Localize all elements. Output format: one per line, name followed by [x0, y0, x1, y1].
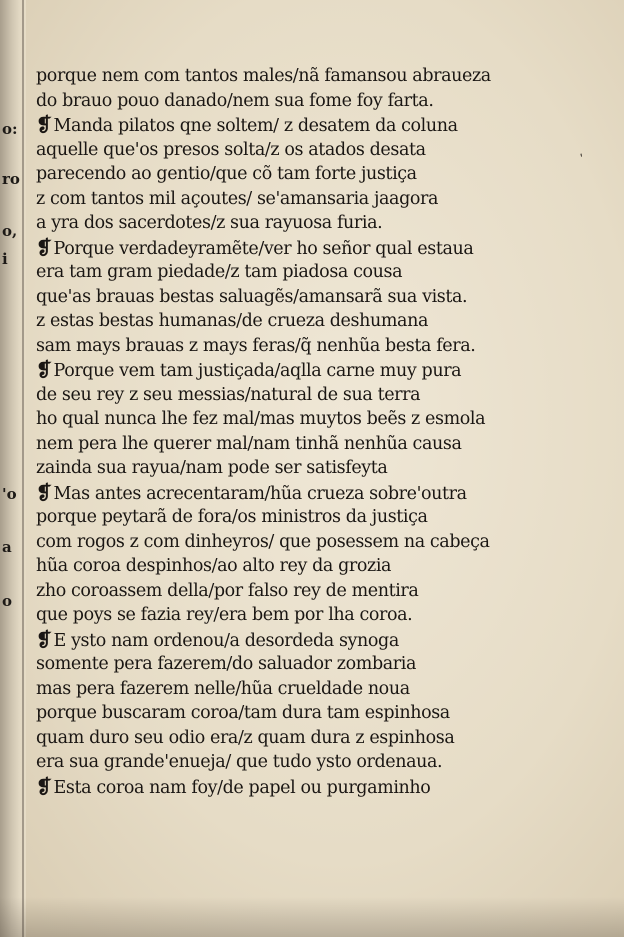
verse-line-text: era sua grande'enueja/ que tudo ysto ordenaua.: [36, 752, 443, 772]
verse-line: [36, 530, 606, 555]
verse-line: [36, 64, 606, 89]
verse-line: [36, 309, 606, 334]
verse-line: [36, 652, 606, 677]
verse-line-text: de seu rey z seu messias/natural de sua terra: [36, 384, 421, 405]
verse-line-text: sam mays brauas z mays feras/q̃ nenhũa besta fera.: [36, 335, 476, 356]
verse-line: [36, 726, 606, 751]
verse-line-text: a yra dos sacerdotes/z sua rayuosa furia.: [36, 213, 383, 233]
margin-mark: 'o: [2, 485, 17, 503]
verse-line: [36, 260, 606, 285]
verse-line-text: do brauo pouo danado/nem sua fome foy farta.: [36, 90, 434, 111]
verse-line: [36, 407, 606, 432]
verse-line: [36, 236, 606, 261]
pilcrow-mark: ❡: [36, 359, 52, 381]
verse-line-text: Porque vem tam justiçada/aqlla carne muy pura: [53, 361, 462, 381]
verse-line-text: que poys se fazia rey/era bem por lha coroa.: [36, 605, 413, 625]
verse-line: [36, 138, 606, 163]
pilcrow-mark: ❡: [36, 775, 52, 798]
verse-line-text: nem pera lhe querer mal/nam tinhã nenhũa causa: [36, 433, 462, 454]
verse-line: [36, 334, 606, 359]
margin-mark: o:: [2, 120, 18, 138]
verse-line-text: mas pera fazerem nelle/hũa crueldade noua: [36, 678, 410, 699]
verse-line: [36, 383, 606, 408]
verse-line: [36, 677, 606, 702]
verse-line: [36, 505, 606, 530]
verse-line-text: porque nem com tantos males/nã famansou abraueza: [36, 66, 491, 86]
margin-mark: a: [2, 538, 12, 556]
stray-ink-mark: ʹ: [578, 151, 587, 167]
verse-line-text: com rogos z com dinheyros/ que posessem na cabeça: [36, 531, 490, 552]
verse-line: [36, 775, 606, 800]
verse-line-text: quam duro seu odio era/z quam dura z espinhosa: [36, 727, 455, 748]
pilcrow-mark: ❡: [36, 481, 52, 504]
pilcrow-mark: ❡: [36, 236, 52, 259]
verse-line-text: porque buscaram coroa/tam dura tam espinhosa: [36, 703, 450, 723]
verse-line: [36, 187, 606, 212]
verse-line: [36, 579, 606, 604]
verse-line-text: ho qual nunca lhe fez mal/mas muytos beẽs z esmola: [36, 409, 486, 429]
verse-line: [36, 456, 606, 481]
gutter-fold-line: [22, 0, 24, 937]
verse-line: [36, 554, 606, 579]
pilcrow-mark: ❡: [36, 628, 52, 651]
verse-line-text: hũa coroa despinhos/ao alto rey da grozia: [36, 556, 392, 576]
verse-line: [36, 113, 606, 138]
verse-line-text: porque peytarã de fora/os ministros da justiça: [36, 507, 428, 527]
verse-line: [36, 603, 606, 628]
verse-line-text: parecendo ao gentio/que cõ tam forte justiça: [36, 164, 417, 184]
margin-mark: o: [2, 592, 13, 610]
verse-line: [36, 211, 606, 236]
verse-line-text: era tam gram piedade/z tam piadosa cousa: [36, 262, 403, 282]
verse-line-text: Porque verdadeyramẽte/ver ho señor qual estaua: [53, 238, 474, 259]
verse-line: [36, 285, 606, 310]
verse-line: [36, 701, 606, 726]
margin-mark: ro: [2, 170, 20, 188]
margin-mark: i: [2, 250, 8, 268]
verse-line: [36, 358, 606, 383]
pilcrow-mark: ❡: [36, 114, 52, 136]
verse-line-text: E ysto nam ordenou/a desordeda synoga: [53, 630, 399, 651]
verse-line: [36, 162, 606, 187]
verse-line-text: somente pera fazerem/do saluador zombaria: [36, 654, 416, 674]
verse-line-text: Esta coroa nam foy/de papel ou purgaminho: [53, 777, 431, 798]
verse-line-text: aquelle que'os presos solta/z os atados desata: [36, 139, 426, 160]
verse-line: [36, 89, 606, 114]
page-shadow: [0, 897, 624, 937]
verse-line: [36, 432, 606, 457]
verse-line: [36, 628, 606, 653]
verse-line-text: Manda pilatos qne soltem/ z desatem da coluna: [53, 116, 458, 136]
verse-line-text: que'as brauas bestas saluagẽs/amansarã sua vista.: [36, 286, 468, 307]
verse-line-text: z estas bestas humanas/de crueza deshumana: [36, 311, 428, 331]
verse-line: [36, 481, 606, 506]
verse-line-text: Mas antes acrecentaram/hũa crueza sobre'outra: [53, 483, 467, 504]
verse-line-text: zainda sua rayua/nam pode ser satisfeyta: [36, 458, 388, 478]
verse-text-block: [36, 64, 606, 799]
verse-line: [36, 750, 606, 775]
verse-line-text: z com tantos mil açoutes/ se'amansaria jaagora: [36, 188, 439, 209]
margin-mark: o,: [2, 222, 18, 240]
verse-line-text: zho coroassem della/por falso rey de mentira: [36, 580, 419, 601]
